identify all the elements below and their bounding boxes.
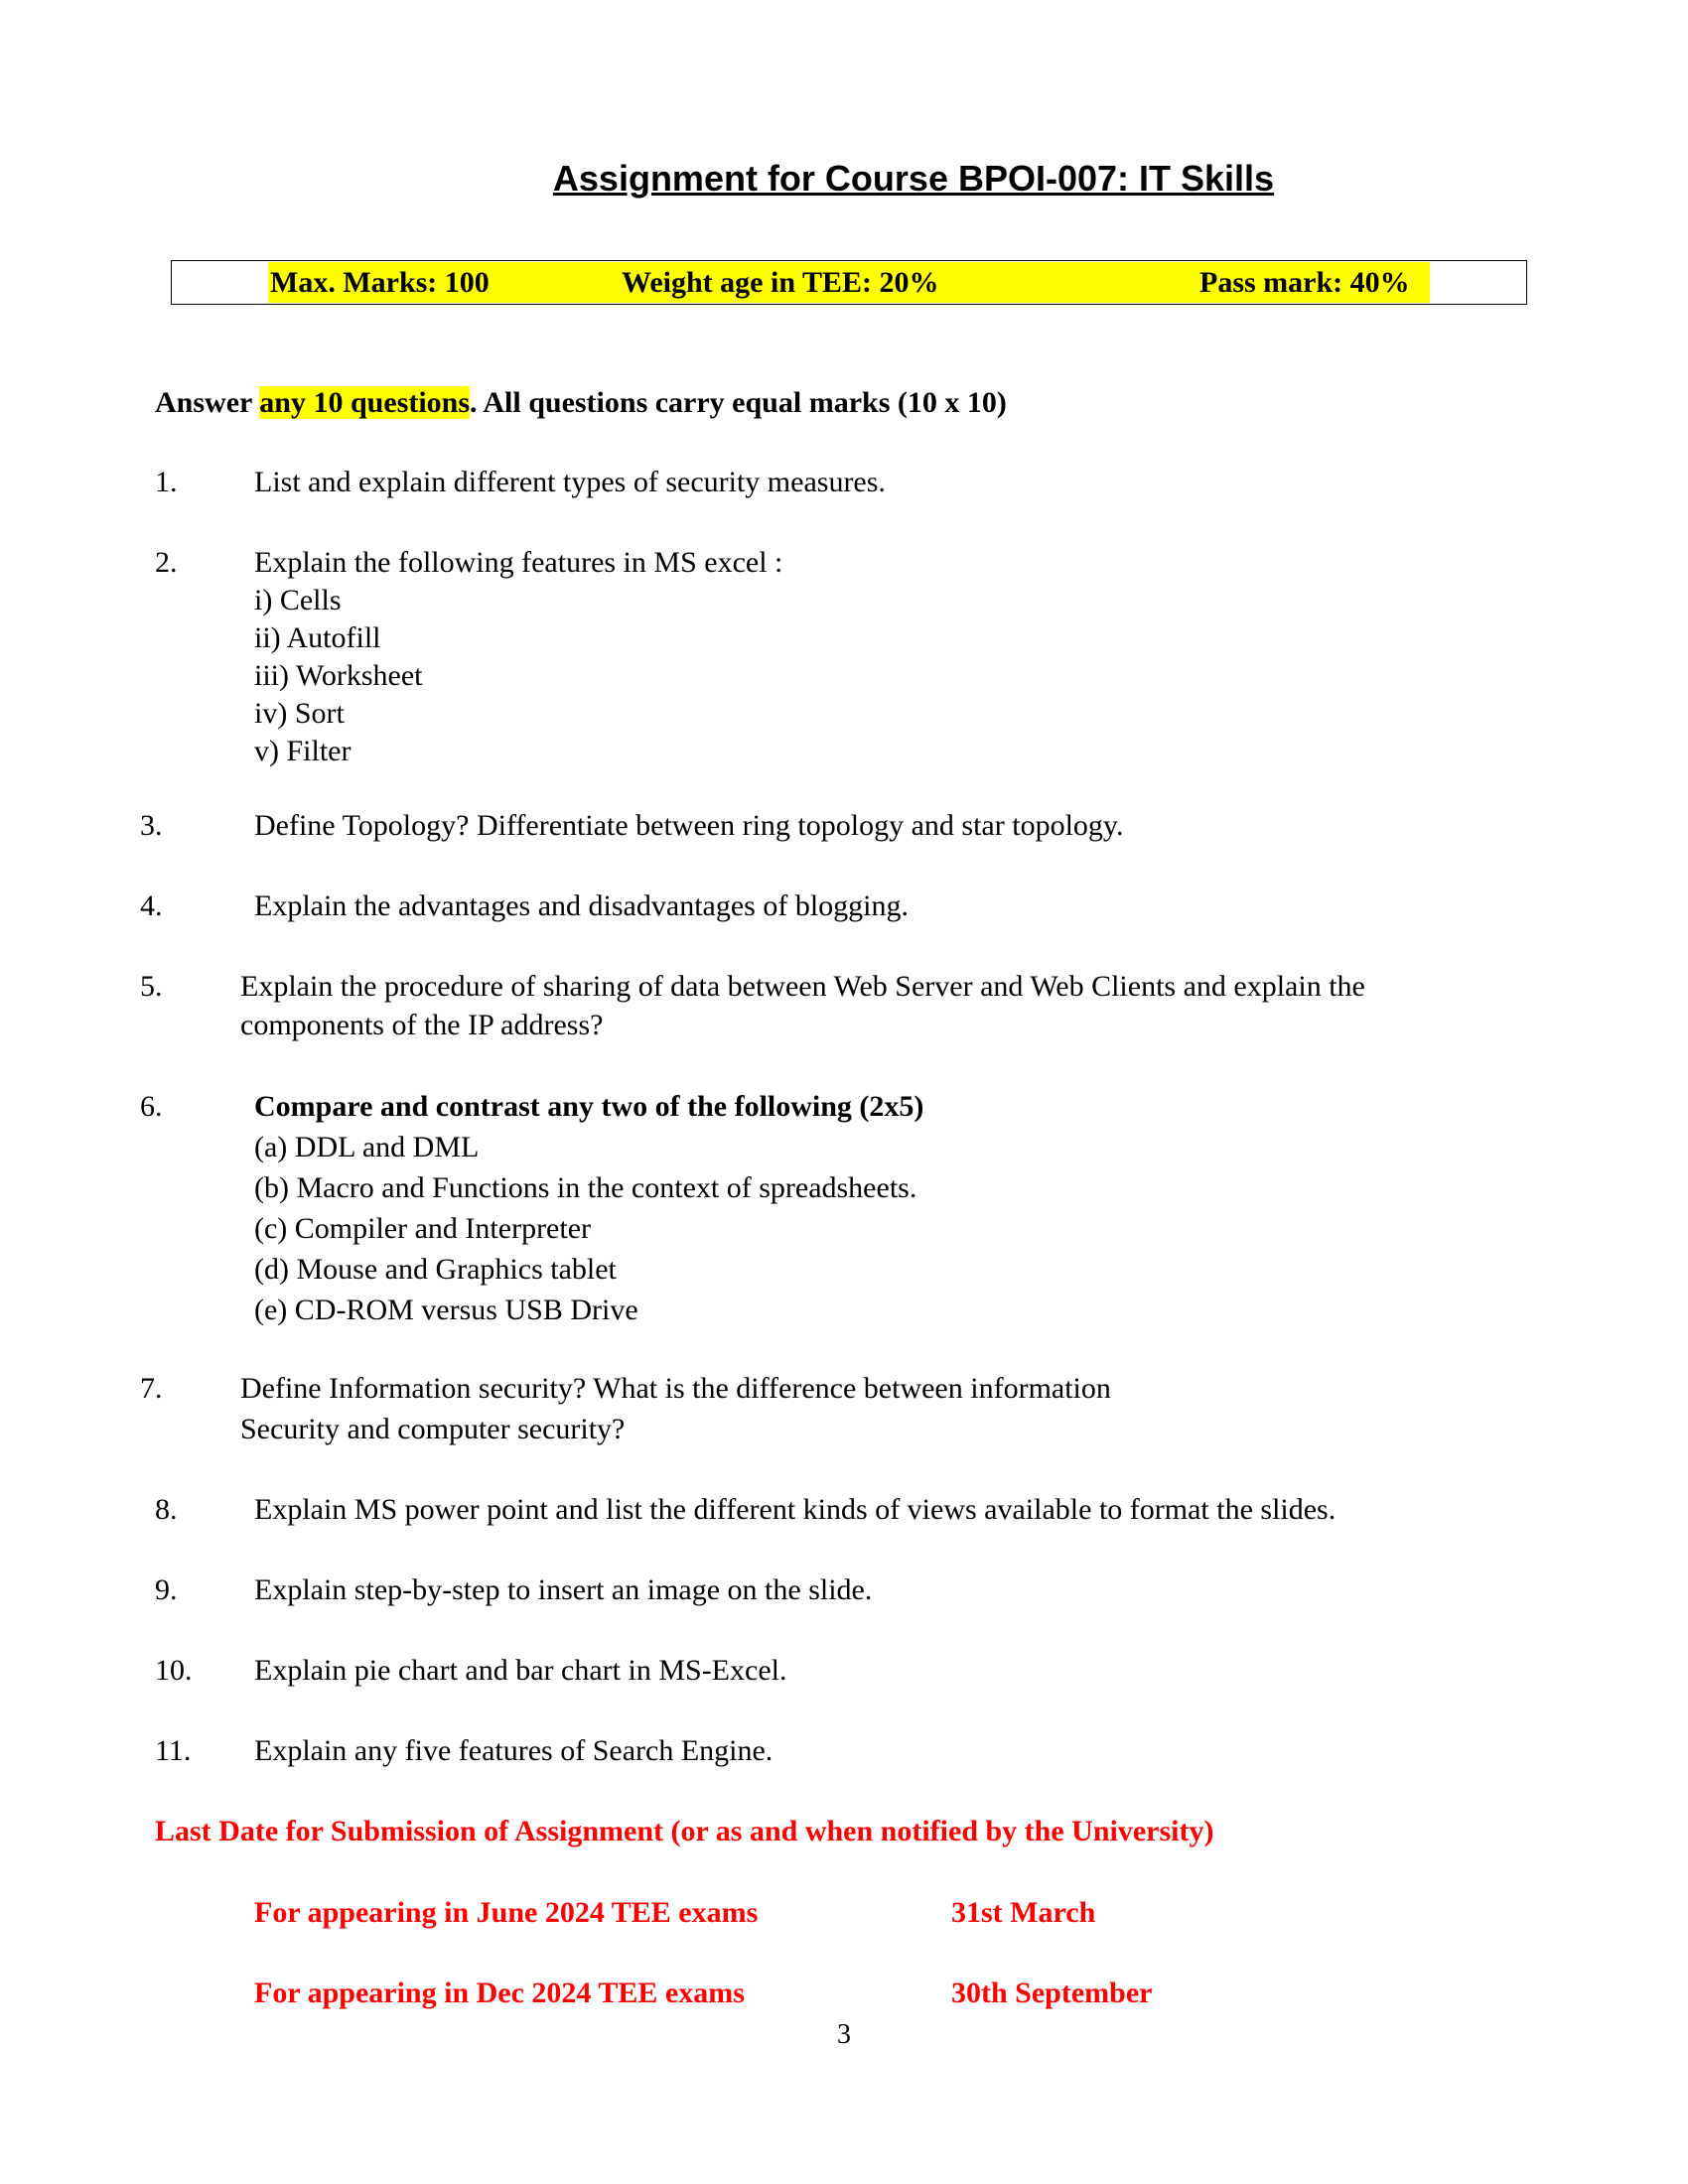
question-number: 9. [155, 1573, 178, 1606]
sub-item: i) Cells [254, 584, 342, 616]
sub-item: (c) Compiler and Interpreter [254, 1212, 592, 1245]
question-number: 2. [155, 546, 178, 579]
instructions [155, 384, 1007, 422]
sub-item: (a) DDL and DML [254, 1131, 480, 1163]
submission-label: For appearing in Dec 2024 TEE exams [254, 1977, 745, 2009]
submission-date: 31st March [951, 1896, 1096, 1929]
question-number: 5. [140, 970, 163, 1003]
question-number: 3. [140, 809, 163, 842]
submission-heading: Last Date for Submission of Assignment (or as and when notified by the University) [155, 1815, 1214, 1847]
sub-item: (e) CD-ROM versus USB Drive [254, 1294, 638, 1326]
page-title: Assignment for Course BPOI-007: IT Skills [552, 158, 1275, 199]
question-text: Explain MS power point and list the different kinds of views available to format the slides. [254, 1493, 1336, 1526]
question-text: Explain the following features in MS excel : [254, 546, 783, 579]
submission-label: For appearing in June 2024 TEE exams [254, 1896, 759, 1929]
question-text: Define Topology? Differentiate between ring topology and star topology. [254, 809, 1124, 842]
sub-item: v) Filter [254, 735, 352, 767]
submission-date: 30th September [951, 1977, 1153, 2009]
question-text: Explain the advantages and disadvantages of blogging. [254, 889, 909, 922]
instructions-suffix: . All questions carry equal marks (10 x 10) [470, 386, 1007, 419]
weightage: Weight age in TEE: 20% [622, 266, 939, 299]
sub-item: (d) Mouse and Graphics tablet [254, 1253, 617, 1286]
sub-item: iv) Sort [254, 697, 345, 730]
question-text: components of the IP address? [240, 1009, 604, 1041]
question-text: Explain the procedure of sharing of data between Web Server and Web Clients and explain the [240, 970, 1365, 1003]
page-number: 3 [837, 2019, 851, 2050]
question-number: 6. [140, 1090, 163, 1123]
question-number: 4. [140, 889, 163, 922]
question-text: Define Information security? What is the difference between information [240, 1372, 1111, 1405]
question-number: 10. [155, 1654, 193, 1687]
question-text: Compare and contrast any two of the following (2x5) [254, 1090, 924, 1123]
instructions-highlight: any 10 questions [259, 386, 471, 419]
question-number: 11. [155, 1734, 192, 1767]
question-number: 1. [155, 466, 178, 498]
sub-item: ii) Autofill [254, 621, 381, 654]
question-text: Explain any five features of Search Engine. [254, 1734, 774, 1767]
sub-item: iii) Worksheet [254, 659, 423, 692]
question-text: List and explain different types of security measures. [254, 466, 886, 498]
max-marks: Max. Marks: 100 [270, 266, 490, 299]
question-text: Explain step-by-step to insert an image on the slide. [254, 1573, 873, 1606]
question-text: Explain pie chart and bar chart in MS-Excel. [254, 1654, 787, 1687]
sub-item: (b) Macro and Functions in the context of spreadsheets. [254, 1171, 917, 1204]
question-text: Security and computer security? [240, 1413, 626, 1445]
instructions-prefix: Answer [155, 386, 260, 419]
pass-mark: Pass mark: 40% [1199, 266, 1410, 299]
question-number: 8. [155, 1493, 178, 1526]
question-number: 7. [140, 1372, 163, 1405]
